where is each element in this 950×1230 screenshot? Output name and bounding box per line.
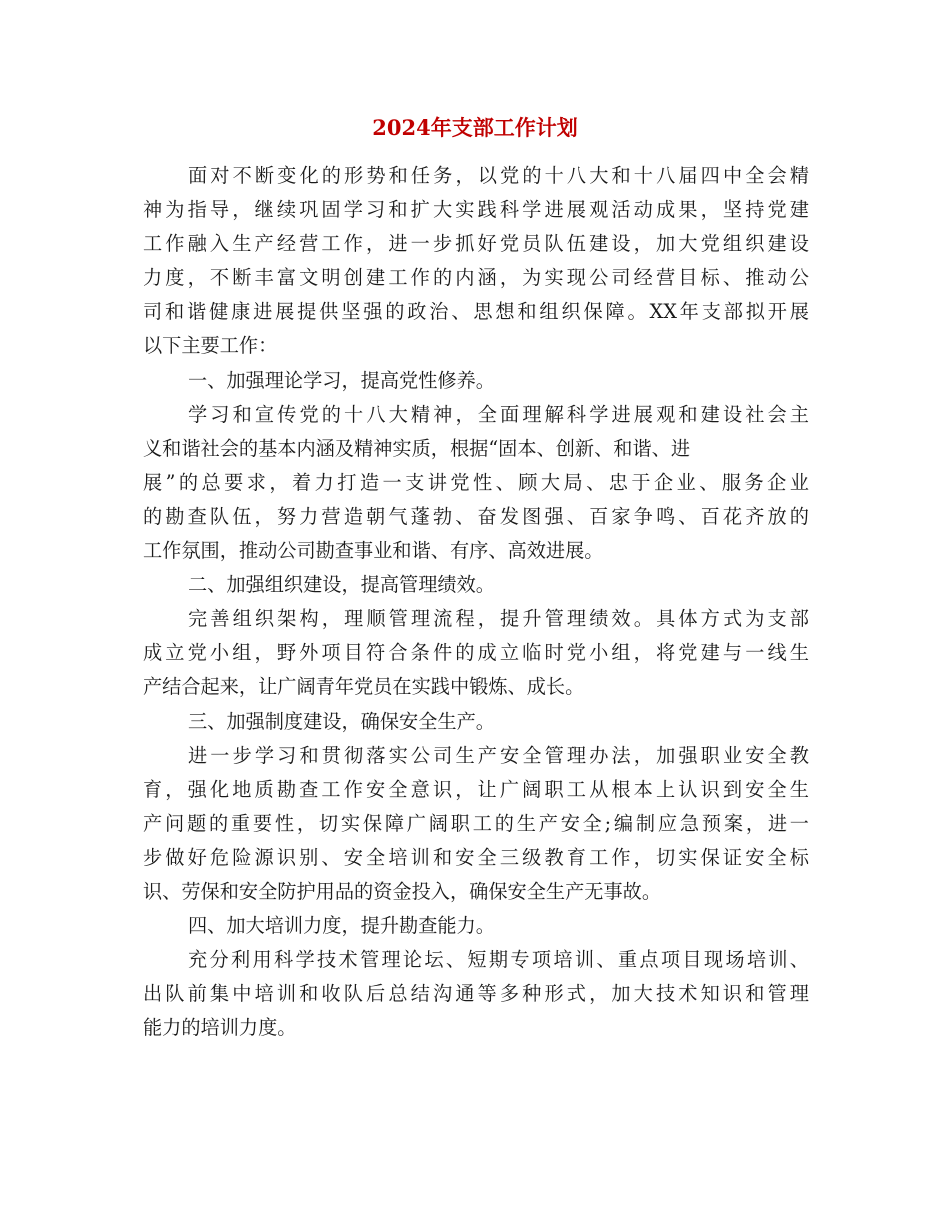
text-line: 完善组织架构，理顺管理流程，提升管理绩效。具体方式为支部 [188, 607, 809, 631]
text-line: 充分利用科学技术管理论坛、短期专项培训、重点项目现场培训、 [188, 948, 809, 972]
text-line: 学习和宣传党的十八大精神，全面理解科学进展观和建设社会主 [188, 402, 809, 426]
text-line: 工作融入生产经营工作，进一步抓好党员队伍建设，加大党组织建设 [143, 232, 809, 256]
text-line: 面对不断变化的形势和任务，以党的十八大和十八届四中全会精 [188, 164, 809, 187]
text-line: 的勘查队伍，努力营造朝气蓬勃、奋发图强、百家争鸣、百花齐放的 [143, 504, 809, 528]
text-line: 三、加强制度建设，确保安全生产。 [188, 709, 495, 733]
text-line: 进一步学习和贯彻落实公司生产安全管理办法，加强职业安全教 [188, 743, 809, 767]
text-line: 力度，不断丰富文明创建工作的内涵，为实现公司经营目标、推动公 [143, 266, 809, 290]
text-line: 一、加强理论学习，提高党性修养。 [188, 368, 495, 392]
text-line: 以下主要工作： [143, 334, 278, 358]
text-line: 产问题的重要性，切实保障广阔职工的生产安全;编制应急预案，进一 [143, 811, 809, 835]
text-line: 义和谐社会的基本内涵及精神实质，根据“固本、创新、和谐、进 [143, 436, 691, 460]
document-body [143, 159, 809, 1045]
text-line: 识、劳保和安全防护用品的资金投入，确保安全生产无事故。 [143, 879, 662, 903]
document-title: 2024年支部工作计划 [372, 115, 578, 140]
text-line: 能力的培训力度。 [143, 1016, 297, 1040]
text-line: 展”的总要求，着力打造一支讲党性、顾大局、忠于企业、服务企业 [143, 470, 809, 494]
text-line: 神为指导，继续巩固学习和扩大实践科学进展观活动成果，坚持党建 [143, 198, 809, 222]
text-line: 成立党小组，野外项目符合条件的成立临时党小组，将党建与一线生 [143, 641, 809, 665]
text-line: 步做好危险源识别、安全培训和安全三级教育工作，切实保证安全标 [143, 845, 809, 869]
text-line: 工作氛围，推动公司勘查事业和谐、有序、高效进展。 [143, 539, 604, 563]
text-line: 司和谐健康进展提供坚强的政治、思想和组织保障。XX年支部拟开展 [143, 300, 809, 324]
text-line: 产结合起来，让广阔青年党员在实践中锻炼、成长。 [143, 675, 585, 699]
text-line: 二、加强组织建设，提高管理绩效。 [188, 573, 495, 597]
text-line: 出队前集中培训和收队后总结沟通等多种形式，加大技术知识和管理 [143, 982, 809, 1006]
text-line: 育，强化地质勘查工作安全意识，让广阔职工从根本上认识到安全生 [143, 777, 809, 801]
text-line: 四、加大培训力度，提升勘查能力。 [188, 914, 495, 938]
